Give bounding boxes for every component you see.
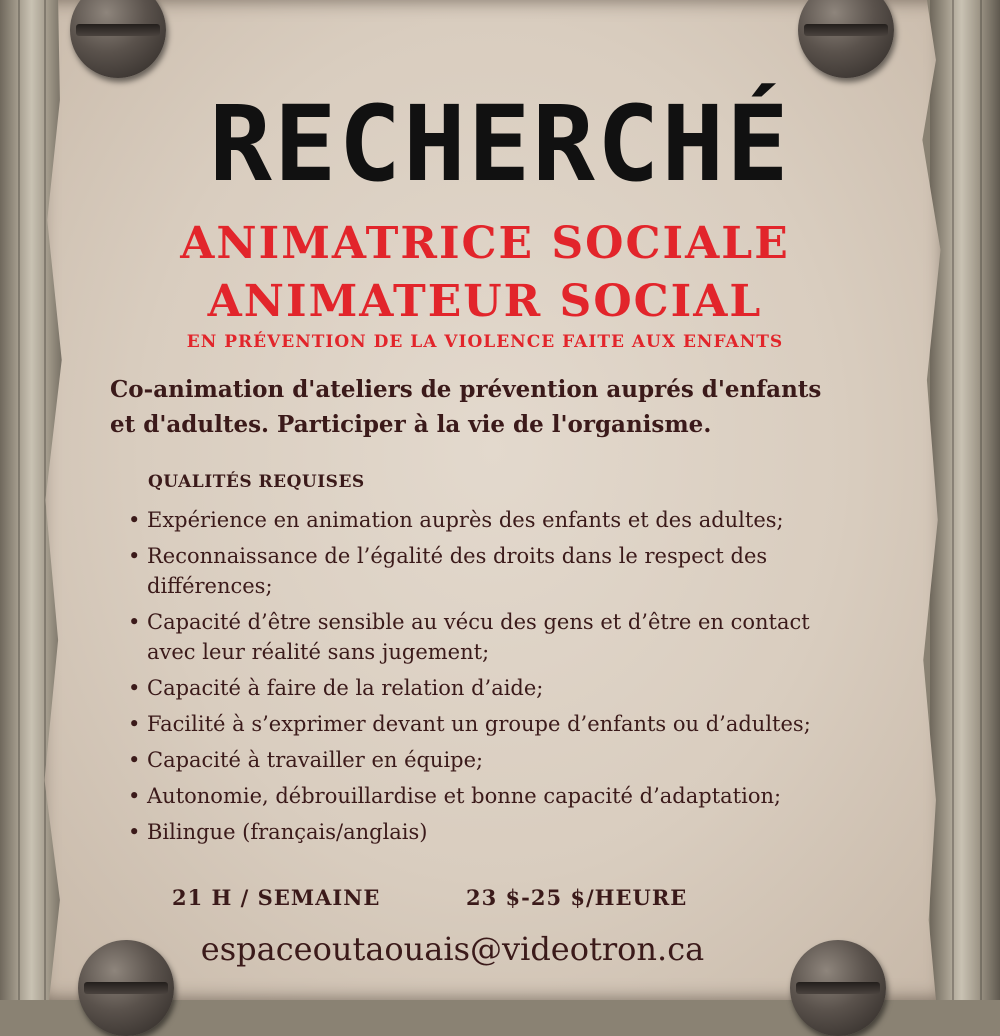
list-item [128,505,848,535]
list-item [128,745,848,775]
bullet-icon: • [128,820,141,844]
role-title-female: ANIMATRICE SOCIALE [180,218,790,269]
role-subtitle: EN PRÉVENTION DE LA VIOLENCE FAITE AUX ENFANTS [186,332,784,352]
bullet-icon: • [128,712,141,736]
list-item-text: Expérience en animation auprès des enfants et des adultes; [147,508,784,532]
bullet-icon: • [128,676,141,700]
list-item [128,673,848,703]
list-item-text: Capacité à faire de la relation d’aide; [147,676,544,700]
list-item-text: Capacité d’être sensible au vécu des gens et d’être en contact avec leur réalité sans jugement; [147,610,810,664]
qualifications-list [128,505,848,853]
bullet-icon: • [128,508,141,532]
list-item [128,607,848,667]
list-item [128,817,848,847]
intro-text: Co-animation d'ateliers de prévention auprés d'enfants et d'adultes. Participer à la vie de l'organisme. [110,376,822,438]
list-item-text: Capacité à travailler en équipe; [147,748,484,772]
list-item [128,781,848,811]
contact-email[interactable]: espaceoutaouais@videotron.ca [200,930,705,968]
list-item [128,541,848,601]
list-item-text: Autonomie, débrouillardise et bonne capacité d’adaptation; [147,784,782,808]
headline-title: RECHERCHÉ [209,83,791,205]
list-item-text: Reconnaissance de l’égalité des droits dans le respect des différences; [147,544,768,598]
qualifications-title: QUALITÉS REQUISES [148,472,365,492]
list-item-text: Facilité à s’exprimer devant un groupe d’enfants ou d’adultes; [147,712,811,736]
list-item [128,709,848,739]
hourly-pay: 23 $-25 $/HEURE [466,885,688,910]
bullet-icon: • [128,610,141,634]
bullet-icon: • [128,748,141,772]
role-title-male: ANIMATEUR SOCIAL [207,276,763,327]
hours-per-week: 21 H / SEMAINE [172,885,381,910]
bullet-icon: • [128,544,141,568]
bullet-icon: • [128,784,141,808]
list-item-text: Bilingue (français/anglais) [147,820,428,844]
